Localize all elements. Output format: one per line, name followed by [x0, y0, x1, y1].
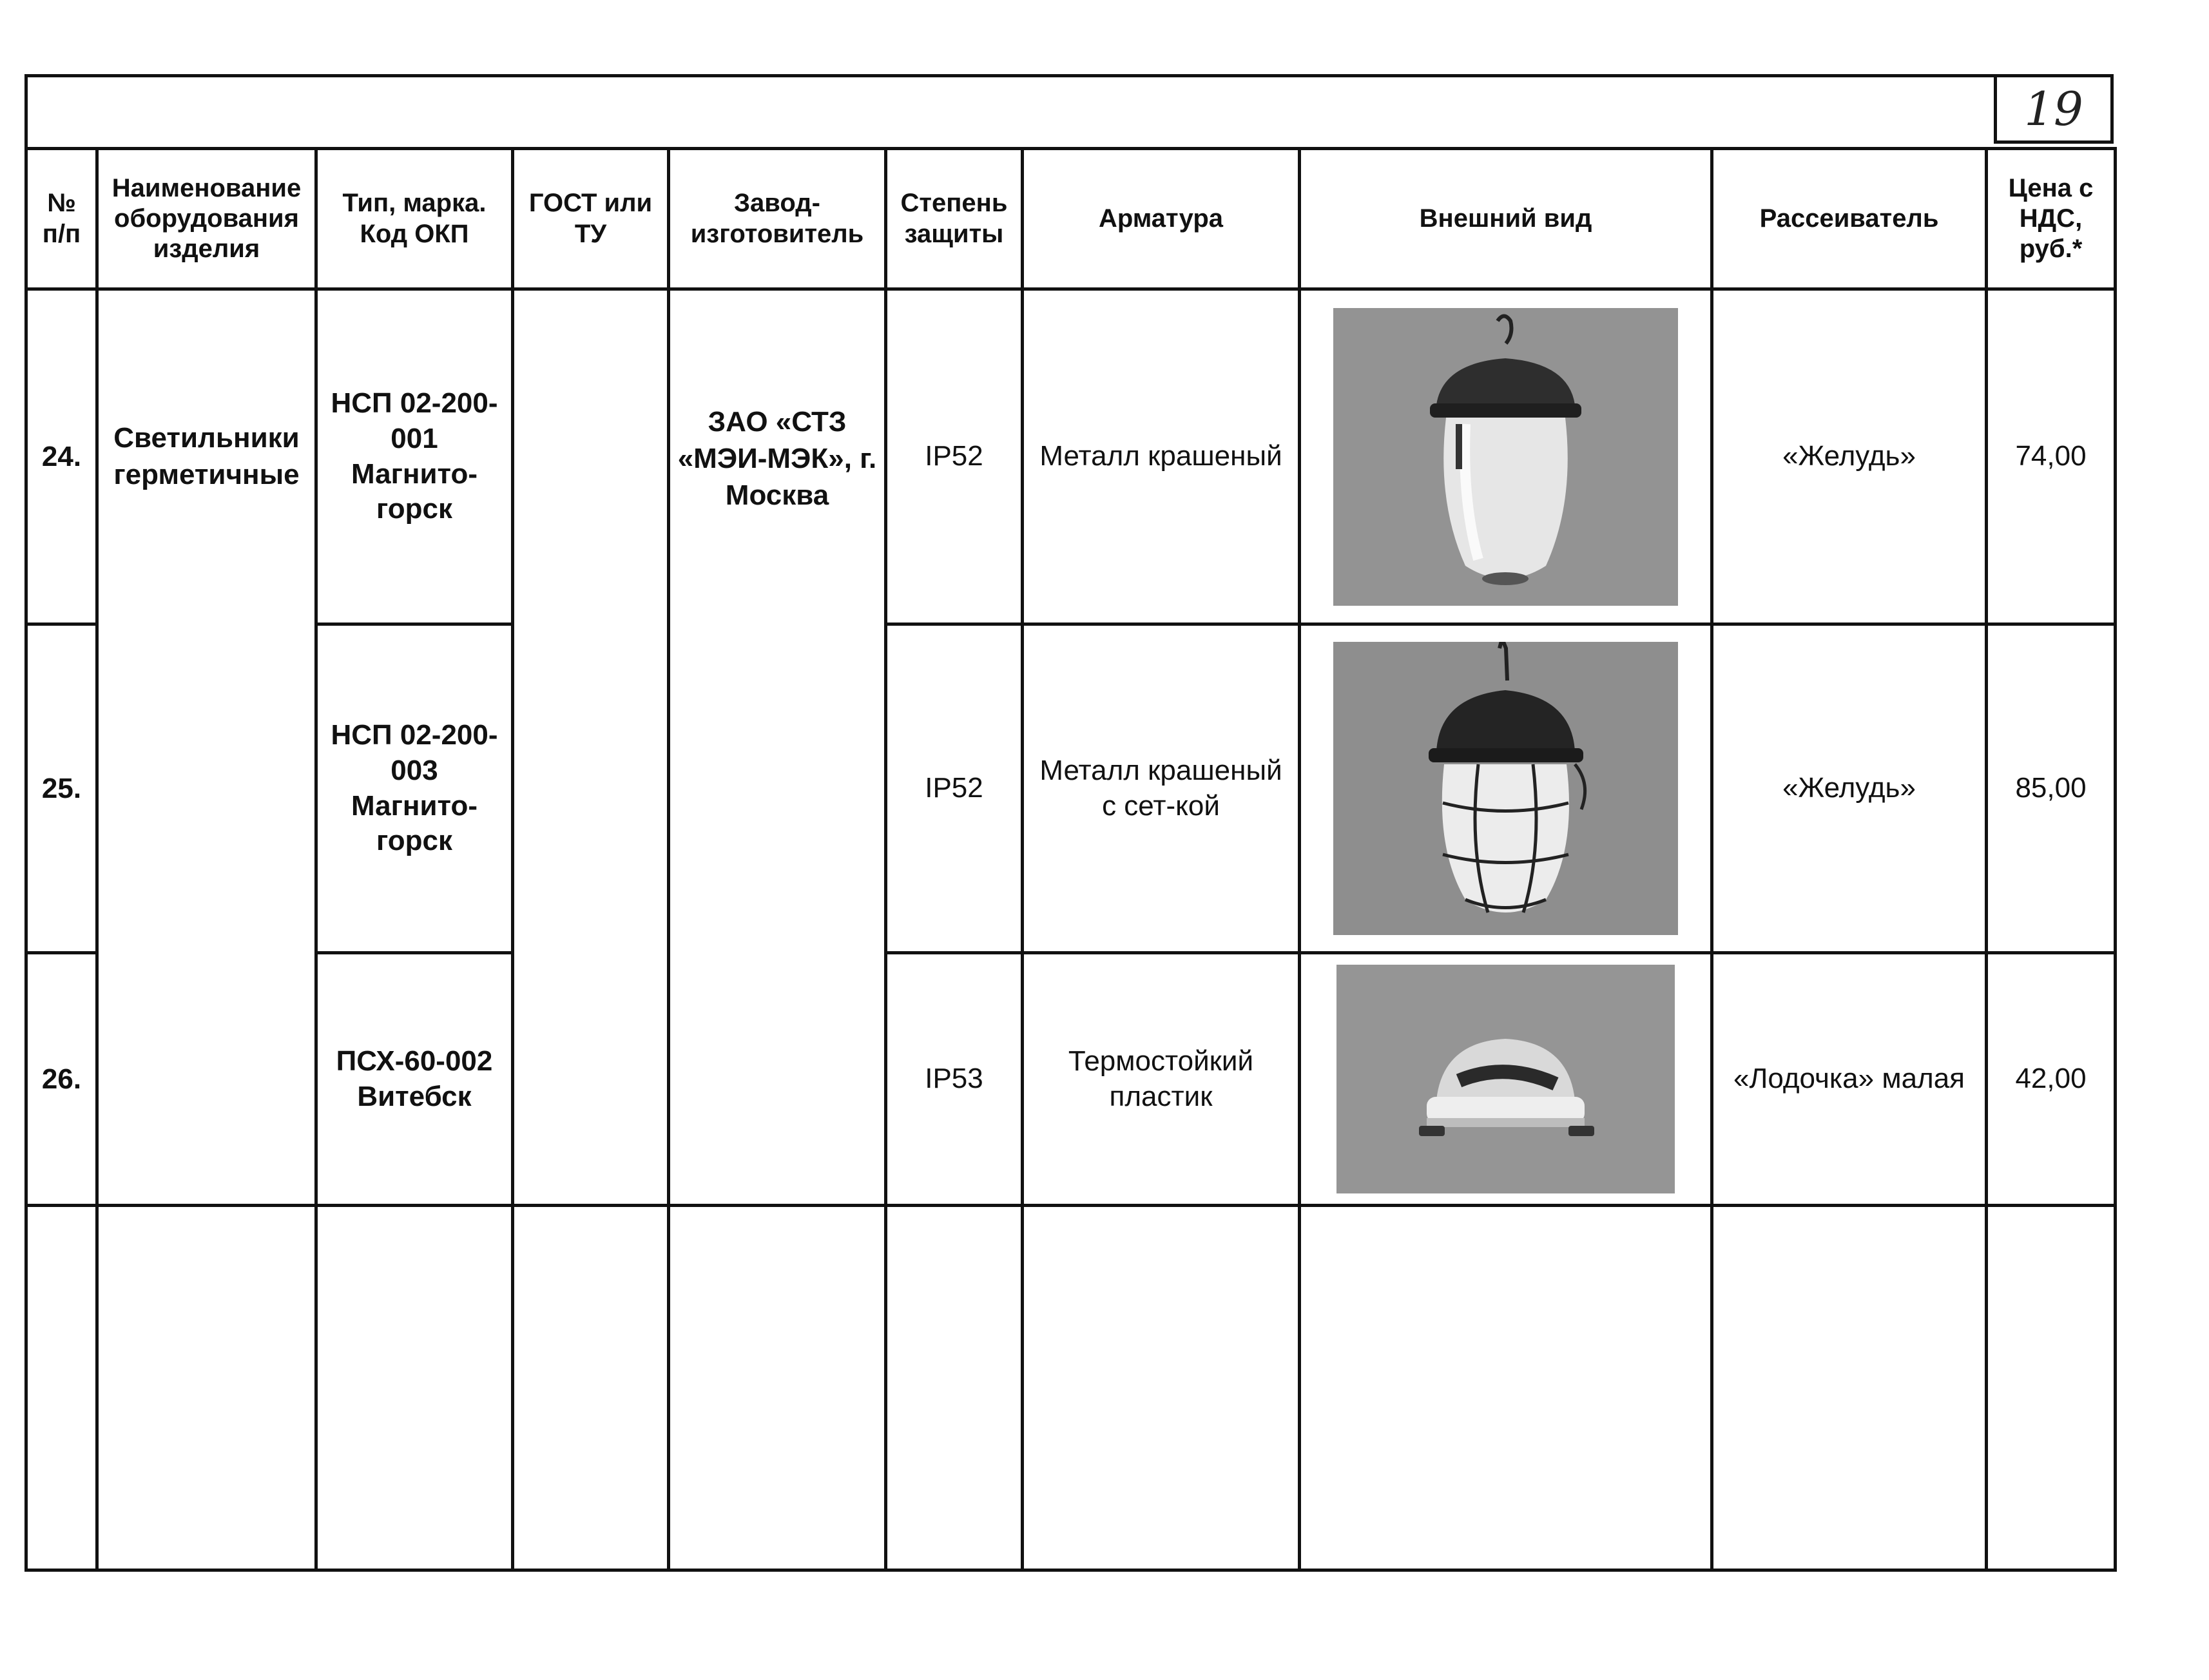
- price-value: 74,00: [1987, 289, 2116, 624]
- header-num: № п/п: [26, 149, 97, 289]
- lamp-photo-boat: [1336, 965, 1675, 1193]
- row-number: 26.: [26, 953, 97, 1206]
- header-row: [26, 149, 2116, 289]
- empty-cell: [316, 1206, 513, 1570]
- header-appearance: Внешний вид: [1300, 149, 1712, 289]
- empty-cell: [669, 1206, 886, 1570]
- manufacturer: ЗАО «СТЗ «МЭИ-МЭК», г. Москва: [669, 289, 886, 1206]
- appearance-cell: [1300, 289, 1712, 624]
- header-name: Наименование оборудования изделия: [97, 149, 316, 289]
- header-protection: Степень защиты: [886, 149, 1023, 289]
- empty-cell: [513, 1206, 669, 1570]
- equipment-name: Светильники герметичные: [97, 289, 316, 1206]
- fitting-material: Термостойкий пластик: [1023, 953, 1300, 1206]
- appearance-cell: [1300, 953, 1712, 1206]
- table-row: [26, 289, 2116, 624]
- type-code: НСП 02-200-003 Магнито-горск: [316, 624, 513, 953]
- empty-cell: [97, 1206, 316, 1570]
- empty-cell: [1023, 1206, 1300, 1570]
- header-fitting: Арматура: [1023, 149, 1300, 289]
- protection-class: IP53: [886, 953, 1023, 1206]
- empty-cell: [1987, 1206, 2116, 1570]
- row-number: 24.: [26, 289, 97, 624]
- type-code: НСП 02-200-001 Магнито-горск: [316, 289, 513, 624]
- lamp-photo-acorn-grid: [1333, 642, 1678, 935]
- row-number: 25.: [26, 624, 97, 953]
- fitting-material: Металл крашеный с сет-кой: [1023, 624, 1300, 953]
- top-strip: [24, 74, 1998, 147]
- diffuser-type: «Желудь»: [1712, 289, 1987, 624]
- protection-class: IP52: [886, 624, 1023, 953]
- lamp-photo-acorn: [1333, 308, 1678, 606]
- empty-cell: [1712, 1206, 1987, 1570]
- header-diffuser: Рассеиватель: [1712, 149, 1987, 289]
- price-value: 85,00: [1987, 624, 2116, 953]
- price-sheet: [24, 74, 2114, 1572]
- header-maker: Завод-изготовитель: [669, 149, 886, 289]
- header-price: Цена с НДС, руб.*: [1987, 149, 2116, 289]
- header-type: Тип, марка. Код ОКП: [316, 149, 513, 289]
- price-value: 42,00: [1987, 953, 2116, 1206]
- equipment-table: [24, 147, 2117, 1572]
- appearance-cell: [1300, 624, 1712, 953]
- type-code: ПСХ-60-002 Витебск: [316, 953, 513, 1206]
- empty-cell: [886, 1206, 1023, 1570]
- header-gost: ГОСТ или ТУ: [513, 149, 669, 289]
- empty-row: [26, 1206, 2116, 1570]
- table-row: [26, 624, 2116, 953]
- empty-cell: [26, 1206, 97, 1570]
- gost-cell: [513, 289, 669, 1206]
- empty-cell: [1300, 1206, 1712, 1570]
- protection-class: IP52: [886, 289, 1023, 624]
- table-row: [26, 953, 2116, 1206]
- page-number: 19: [1994, 74, 2114, 144]
- fitting-material: Металл крашеный: [1023, 289, 1300, 624]
- diffuser-type: «Желудь»: [1712, 624, 1987, 953]
- diffuser-type: «Лодочка» малая: [1712, 953, 1987, 1206]
